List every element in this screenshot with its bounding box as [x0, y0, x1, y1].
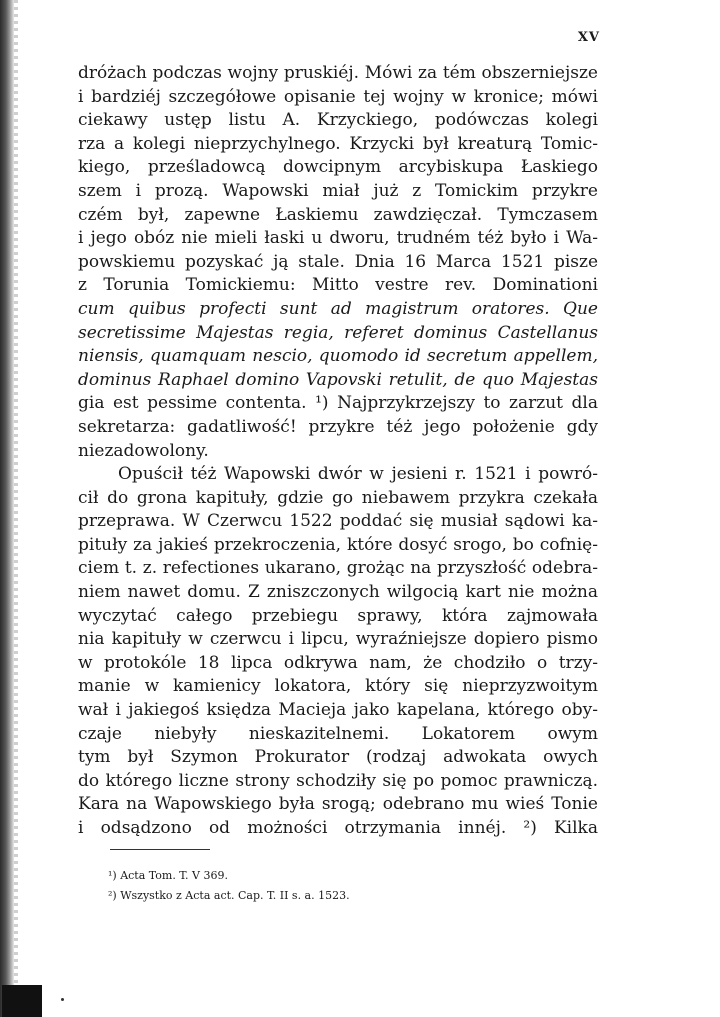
text-line: rza a kolegi nieprzychylnego. Krzycki był kreaturą Tomic-: [78, 133, 598, 154]
text-line: tym był Szymon Prokurator (rodzaj adwokata owych: [78, 747, 598, 768]
text-line: i bardziéj szczegółowe opisanie tej wojny w kronice; mówi: [78, 86, 598, 107]
page-number: XV: [577, 30, 600, 45]
text-line: niem nawet domu. Z zniszczonych wilgocią kart nie można: [78, 582, 598, 603]
body-text: [78, 62, 598, 841]
text-line: z Torunia Tomickiemu: Mitto vestre rev. Dominationi: [78, 275, 598, 296]
text-line: pituły za jakieś przekroczenia, które dosyć srogo, bo cofnię-: [78, 534, 598, 555]
binding-stitching: [14, 0, 18, 1017]
print-speck: [61, 998, 64, 1001]
text-line: Opuścił téż Wapowski dwór w jesieni r. 1521 i powró-: [118, 464, 598, 485]
text-line: w protokóle 18 lipca odkrywa nam, że chodziło o trzy-: [78, 652, 598, 673]
binding-corner: [2, 985, 42, 1017]
text-line: gia est pessime contenta. ¹) Najprzykrzejszy to zarzut dla: [78, 393, 598, 414]
text-line: czaje niebyły nieskazitelnemi. Lokatorem owym: [78, 723, 598, 744]
text-line: niensis, quamquam nescio, quomodo id secretum appellem,: [78, 346, 598, 367]
footnotes: [108, 866, 588, 906]
text-line: ciem t. z. refectiones ukarano, grożąc na przyszłość odebra-: [78, 558, 598, 579]
text-line: i jego obóz nie mieli łaski u dworu, trudném téż było i Wa-: [78, 228, 598, 249]
text-line: czém był, zapewne Łaskiemu zawdzięczał. Tymczasem: [78, 204, 598, 225]
footnote: ²) Wszystko z Acta act. Cap. T. II s. a. 1523.: [108, 889, 350, 902]
text-line: secretissime Majestas regia, referet dominus Castellanus: [78, 322, 598, 343]
text-line: i odsądzono od możności otrzymania innéj. ²) Kilka: [78, 818, 598, 838]
book-binding-edge: [0, 0, 14, 1017]
text-line: powskiemu pozyskać ją stale. Dnia 16 Marca 1521 pisze: [78, 251, 598, 272]
text-line: manie w kamienicy lokatora, który się nieprzyzwoitym: [78, 676, 598, 697]
text-line: cum quibus profecti sunt ad magistrum oratores. Que: [78, 298, 598, 319]
text-line: nia kapituły w czerwcu i lipcu, wyraźniejsze dopiero pismo: [78, 629, 598, 650]
footnote: ¹) Acta Tom. T. V 369.: [108, 869, 228, 882]
text-line: wyczytać całego przebiegu sprawy, która zajmowała: [78, 605, 598, 626]
text-line: dróżach podczas wojny pruskiéj. Mówi za tém obszerniejsze: [78, 63, 598, 83]
text-line: Kara na Wapowskiego była srogą; odebrano mu wieś Tonie: [78, 794, 598, 815]
text-line: sekretarza: gadatliwość! przykre téż jego położenie gdy: [78, 416, 598, 437]
text-line: szem i prozą. Wapowski miał już z Tomickim przykre: [78, 180, 598, 201]
text-line: ciekawy ustęp listu A. Krzyckiego, podówczas kolegi: [78, 110, 598, 131]
text-line: niezadowolony.: [78, 440, 209, 461]
text-line: dominus Raphael domino Vapovski retulit, de quo Majestas: [78, 369, 598, 390]
footnote-separator: [110, 849, 210, 850]
text-line: do którego liczne strony schodziły się po pomoc prawniczą.: [78, 770, 598, 791]
text-line: wał i jakiegoś księdza Macieja jako kapelana, którego oby-: [78, 700, 598, 721]
text-line: przeprawa. W Czerwcu 1522 poddać się musiał sądowi ka-: [78, 511, 598, 532]
text-line: kiego, prześladowcą dowcipnym arcybiskupa Łaskiego: [78, 157, 598, 178]
text-line: cił do grona kapituły, gdzie go niebawem przykra czekała: [78, 487, 598, 508]
